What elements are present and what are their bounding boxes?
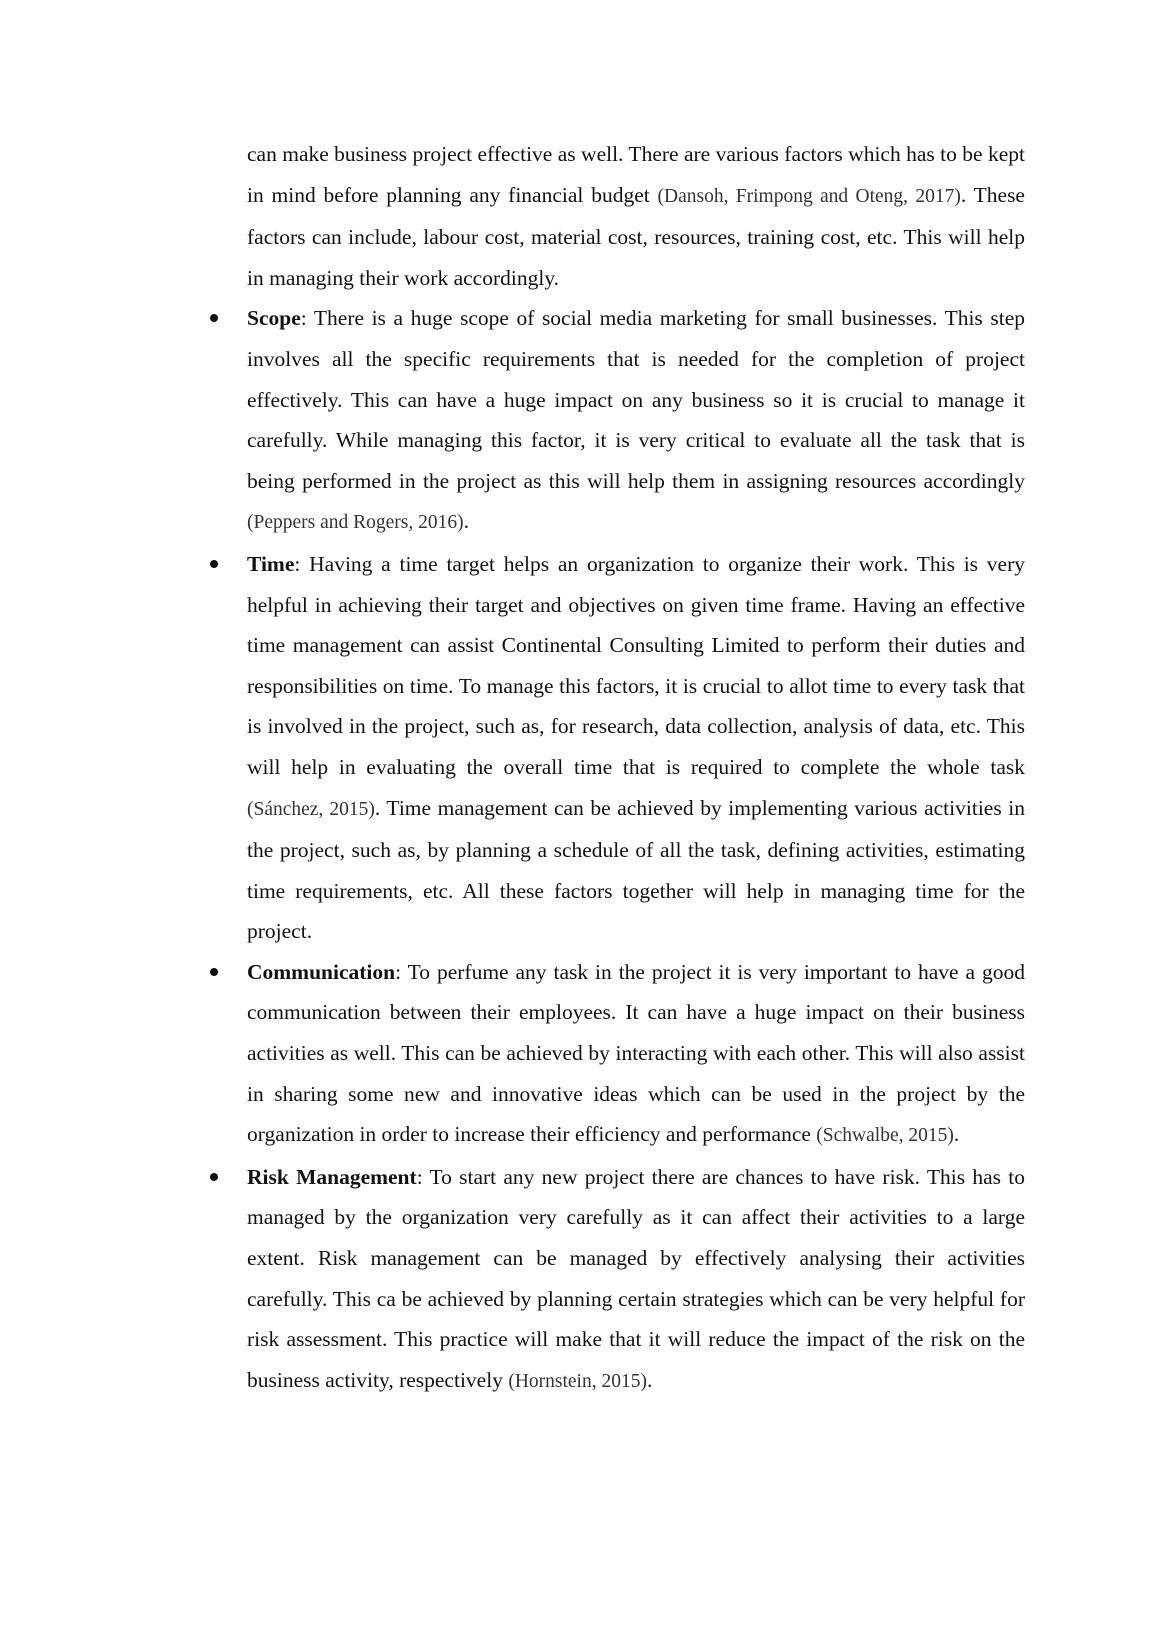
bullet-text: : Having a time target helps an organization to organize their work. This is very helpful in achieving their target and objectives on given time frame. Having an effective time management can assist Continental Consulting Limited to perform their duties and responsibilities on time. To manage this factors, it is crucial to allot time to every task that is involved in the project, such as, for research, data collection, analysis of data, etc. This will help in evaluating the overall time that is required to complete the whole task: [247, 551, 1025, 779]
bullet-citation: (Peppers and Rogers, 2016): [247, 512, 464, 534]
bullet-icon: [210, 1173, 218, 1181]
bullet-item-communication: [247, 952, 1025, 1157]
intro-paragraph: [247, 134, 1025, 298]
intro-citation: (Dansoh, Frimpong and Oteng, 2017): [657, 185, 961, 207]
bullet-citation: (Sánchez, 2015): [247, 798, 375, 820]
bullet-icon: [210, 560, 218, 568]
intro-text: can make business project effective as well. There are various factors which has to be kept in mind before planning any financial budget: [247, 142, 1025, 207]
bullet-citation: (Schwalbe, 2015): [816, 1125, 954, 1147]
bullet-term: Risk Management: [247, 1164, 417, 1189]
bullet-text-after: . Time management can be achieved by implementing various activities in the project, such as, by planning a schedule of all the task, defining activities, estimating time requirements, etc. All these factors together will help in managing time for the project.: [247, 795, 1025, 944]
bullet-text-after: .: [953, 1122, 960, 1147]
bullet-term: Scope: [247, 306, 301, 331]
bullet-icon: [210, 314, 218, 322]
bullet-icon: [210, 968, 218, 976]
bullet-term: Time: [247, 551, 295, 576]
document-body: [247, 134, 1025, 1402]
intro-text-after: . These factors can include, labour cost, material cost, resources, training cost, etc. This will help in managing their work accordingly.: [247, 182, 1025, 290]
bullet-citation: (Hornstein, 2015): [508, 1370, 647, 1392]
bullet-text-after: .: [463, 509, 469, 534]
bullet-text: : There is a huge scope of social media marketing for small businesses. This step involves all the specific requirements that is needed for the completion of project effectively. This can have a huge impact on any business so it is crucial to manage it carefully. While managing this factor, it is very critical to evaluate all the task that is being performed in the project as this will help them in assigning resources accordingly: [247, 306, 1025, 493]
bullet-text: : To perfume any task in the project it is very important to have a good communication between their employees. It can have a huge impact on their business activities as well. This can be achieved by interacting with each other. This will also assist in sharing some new and innovative ideas which can be used in the project by the organization in order to increase their efficiency and performance: [247, 959, 1025, 1147]
bullet-item-time: [247, 544, 1025, 952]
bullet-text: : To start any new project there are chances to have risk. This has to managed by the organization very carefully as it can affect their activities to a large extent. Risk management can be managed by effectively analysing their activities carefully. This ca be achieved by planning certain strategies which can be very helpful for risk assessment. This practice will make that it will reduce the impact of the risk on the business activity, respectively: [247, 1164, 1025, 1392]
bullet-item-risk-management: [247, 1157, 1025, 1403]
bullet-term: Communication: [247, 959, 396, 984]
bullet-item-scope: [247, 298, 1025, 544]
bullet-text-after: .: [646, 1367, 653, 1392]
